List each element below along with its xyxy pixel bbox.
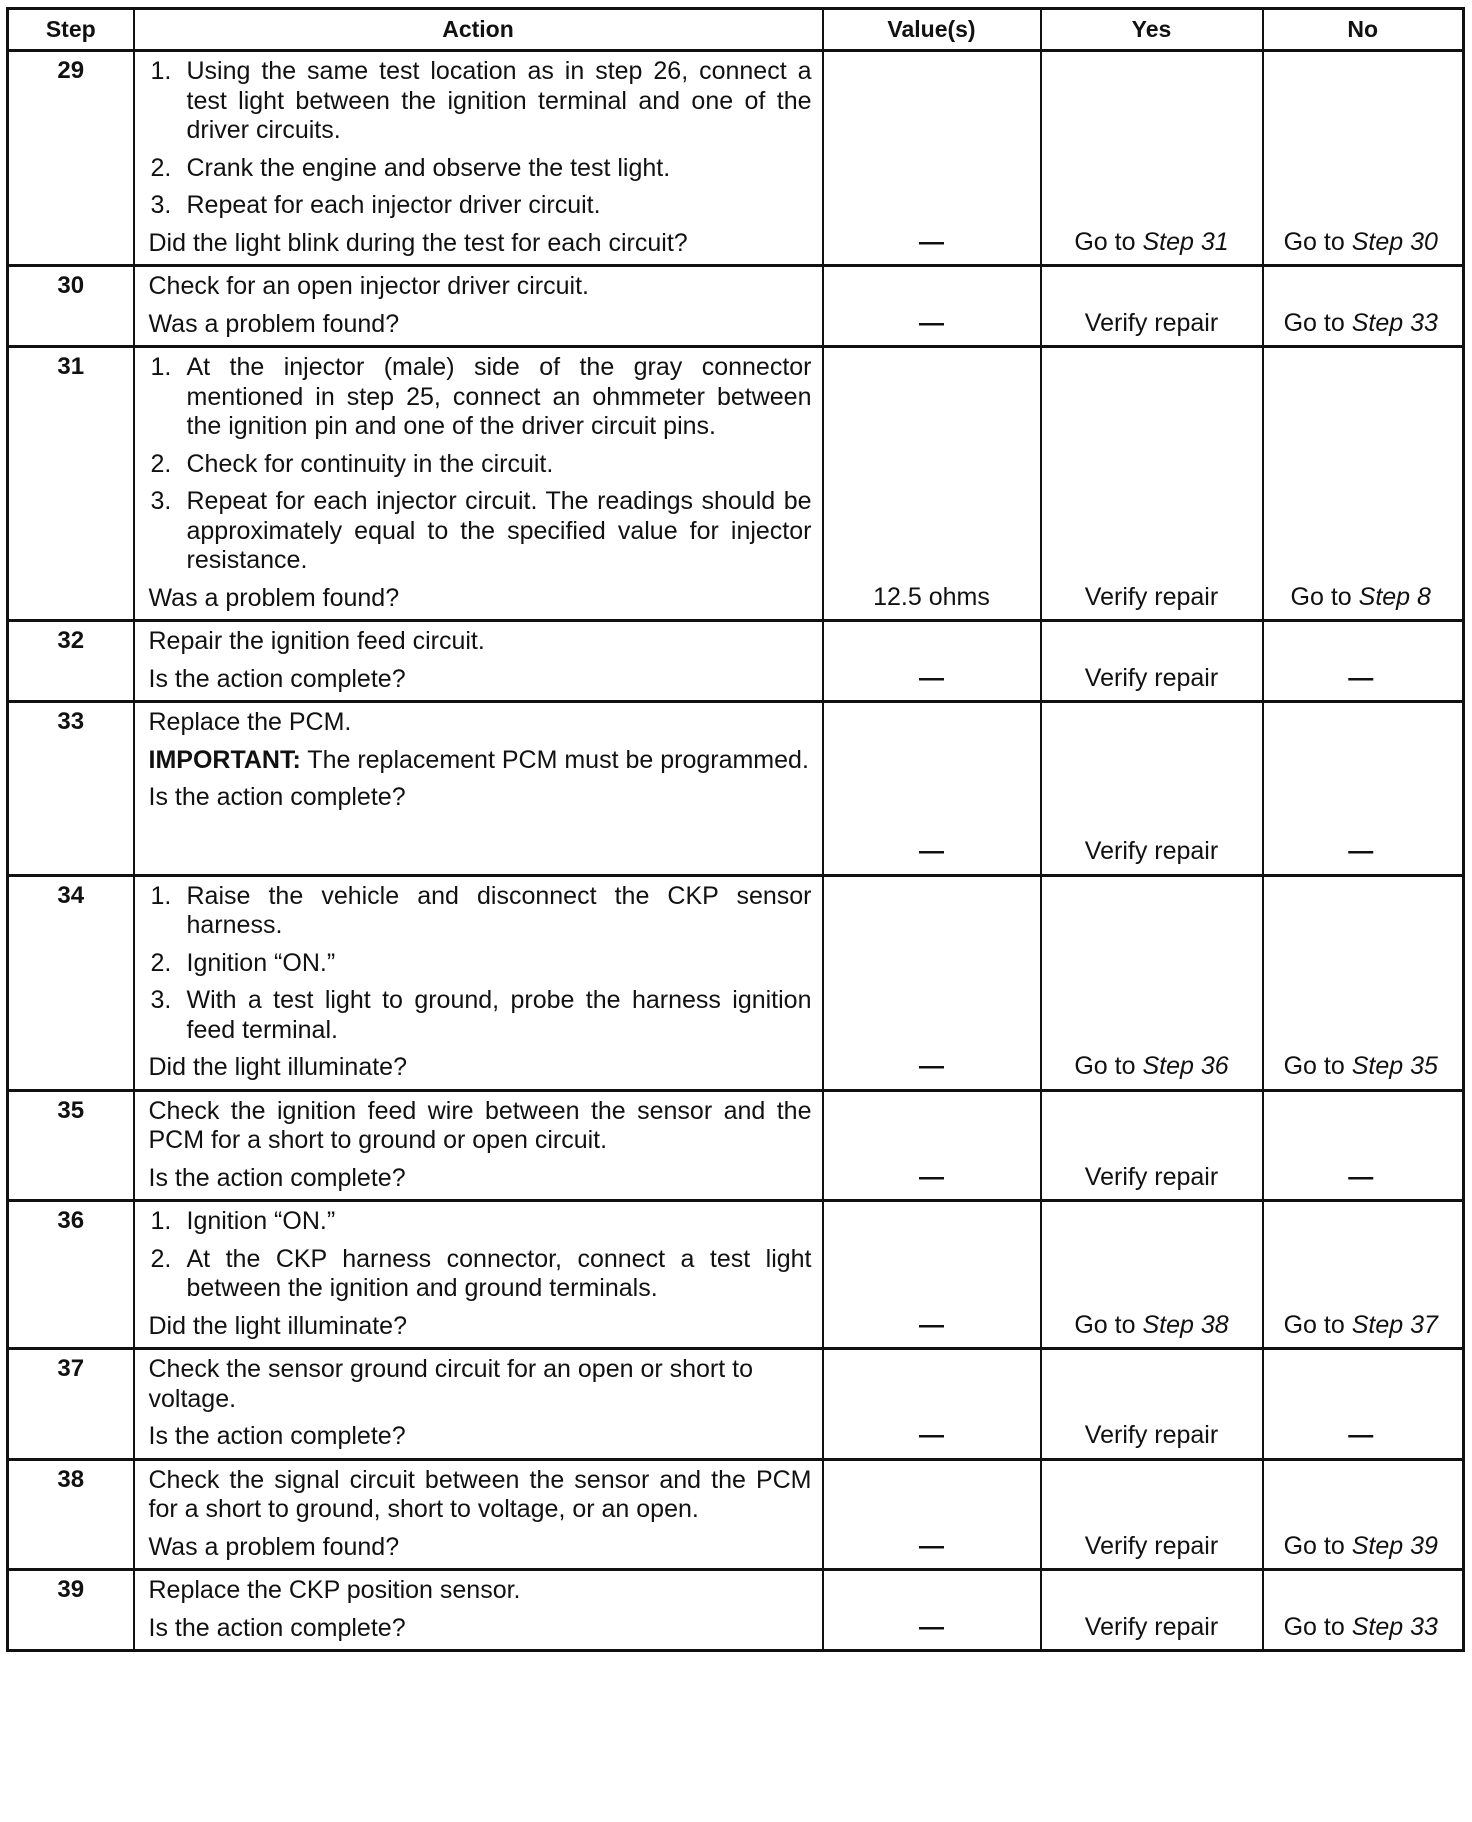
no-cell — [1263, 1201, 1464, 1349]
action-cell — [134, 1090, 823, 1201]
yes-cell: Verify repair — [1041, 266, 1263, 347]
value-cell: — — [823, 702, 1041, 876]
question-text: Did the light illuminate? — [148, 1311, 407, 1340]
action-text: Check the signal circuit between the sensor and the PCM for a short to ground, short to voltage, or an open. — [148, 1465, 812, 1523]
important-label: IMPORTANT: — [148, 745, 301, 774]
yes-cell: Verify repair — [1041, 702, 1263, 876]
action-cell — [134, 875, 823, 1090]
value-cell: — — [823, 1459, 1041, 1570]
goto-link[interactable]: Go to Step 38 — [1074, 1310, 1229, 1339]
action-cell — [134, 1570, 823, 1651]
header-no: No — [1263, 9, 1464, 51]
no-cell: — — [1263, 702, 1464, 876]
step-number: 38 — [8, 1459, 134, 1570]
list-item: 2. At the CKP harness connector, connect a test light between the ignition and ground terminals. — [150, 1244, 812, 1302]
important-note: IMPORTANT: The replacement PCM must be programmed. — [148, 745, 809, 774]
value-cell: — — [823, 1570, 1041, 1651]
action-cell — [134, 1201, 823, 1349]
list-item: 1. Ignition “ON.” — [150, 1207, 336, 1235]
question-text: Is the action complete? — [148, 783, 406, 811]
step-number: 29 — [8, 51, 134, 266]
yes-cell: Verify repair — [1041, 1570, 1263, 1651]
step-row-37 — [8, 1349, 1464, 1460]
action-text: Repair the ignition feed circuit. — [148, 627, 485, 655]
header-row — [8, 9, 1464, 51]
question-text: Is the action complete? — [148, 1613, 406, 1642]
goto-link[interactable]: Go to Step 30 — [1283, 227, 1438, 256]
action-text: Replace the CKP position sensor. — [148, 1576, 521, 1604]
step-number: 37 — [8, 1349, 134, 1460]
action-cell — [134, 1459, 823, 1570]
list-item: 3. With a test light to ground, probe the harness ignition feed terminal. — [150, 986, 812, 1044]
question-text: Was a problem found? — [148, 1532, 400, 1561]
step-row-38 — [8, 1459, 1464, 1570]
yes-cell — [1041, 1201, 1263, 1349]
action-cell — [134, 347, 823, 621]
step-row-31 — [8, 347, 1464, 621]
yes-cell: Verify repair — [1041, 1459, 1263, 1570]
no-cell: — — [1263, 1349, 1464, 1460]
header-step: Step — [8, 9, 134, 51]
step-row-34 — [8, 875, 1464, 1090]
step-number: 39 — [8, 1570, 134, 1651]
goto-link[interactable]: Go to Step 33 — [1283, 308, 1438, 337]
diagnostic-table — [6, 7, 1465, 1652]
action-text: Replace the PCM. — [148, 708, 352, 736]
no-cell — [1263, 1459, 1464, 1570]
no-cell: — — [1263, 621, 1464, 702]
list-item: 3. Repeat for each injector driver circuit. — [150, 191, 601, 219]
value-cell: — — [823, 1090, 1041, 1201]
no-cell — [1263, 266, 1464, 347]
header-action: Action — [134, 9, 823, 51]
no-cell: — — [1263, 1090, 1464, 1201]
step-number: 36 — [8, 1201, 134, 1349]
list-item: 1. Using the same test location as in step 26, connect a test light between the ignition terminal and one of the driver circuits. — [150, 57, 812, 144]
step-number: 34 — [8, 875, 134, 1090]
value-cell: — — [823, 266, 1041, 347]
step-number: 32 — [8, 621, 134, 702]
question-text: Is the action complete? — [148, 1422, 406, 1450]
step-row-32 — [8, 621, 1464, 702]
list-item: 2. Crank the engine and observe the test light. — [150, 153, 671, 182]
step-row-33 — [8, 702, 1464, 876]
list-item: 2. Ignition “ON.” — [150, 948, 336, 977]
value-cell: — — [823, 1349, 1041, 1460]
header-yes: Yes — [1041, 9, 1263, 51]
question-text: Was a problem found? — [148, 309, 400, 338]
action-text: Check the ignition feed wire between the sensor and the PCM for a short to ground or open circuit. — [148, 1096, 812, 1154]
step-row-36 — [8, 1201, 1464, 1349]
value-cell: — — [823, 621, 1041, 702]
action-cell — [134, 702, 823, 876]
list-item: 3. Repeat for each injector circuit. The readings should be approximately equal to the specified value for injector resistance. — [150, 487, 812, 574]
action-cell — [134, 1349, 823, 1460]
value-cell: — — [823, 51, 1041, 266]
question-text: Did the light blink during the test for each circuit? — [148, 228, 688, 257]
action-text: Check for an open injector driver circuit. — [148, 272, 589, 300]
step-number: 30 — [8, 266, 134, 347]
step-row-29 — [8, 51, 1464, 266]
goto-link[interactable]: Go to Step 8 — [1290, 582, 1431, 611]
no-cell — [1263, 51, 1464, 266]
action-cell — [134, 621, 823, 702]
goto-link[interactable]: Go to Step 39 — [1283, 1531, 1438, 1560]
yes-cell: Verify repair — [1041, 1349, 1263, 1460]
diagnostic-table-page — [6, 7, 1462, 1652]
question-text: Was a problem found? — [148, 583, 400, 612]
goto-link[interactable]: Go to Step 33 — [1283, 1612, 1438, 1641]
header-values: Value(s) — [823, 9, 1041, 51]
question-text: Is the action complete? — [148, 1163, 406, 1192]
value-cell: 12.5 ohms — [823, 347, 1041, 621]
question-text: Is the action complete? — [148, 664, 406, 693]
goto-link[interactable]: Go to Step 37 — [1283, 1310, 1438, 1339]
no-cell — [1263, 1570, 1464, 1651]
action-cell — [134, 266, 823, 347]
no-cell — [1263, 875, 1464, 1090]
action-cell — [134, 51, 823, 266]
yes-cell: Verify repair — [1041, 1090, 1263, 1201]
step-row-35 — [8, 1090, 1464, 1201]
question-text: Did the light illuminate? — [148, 1053, 407, 1081]
value-cell: — — [823, 1201, 1041, 1349]
step-number: 31 — [8, 347, 134, 621]
action-text: Check the sensor ground circuit for an open or short to voltage. — [148, 1355, 753, 1413]
step-number: 35 — [8, 1090, 134, 1201]
goto-link[interactable]: Go to Step 31 — [1074, 227, 1229, 256]
yes-cell — [1041, 51, 1263, 266]
list-item: 1. At the injector (male) side of the gray connector mentioned in step 25, connect an ohmmeter between the ignition pin and one of the driver circuit pins. — [150, 353, 812, 440]
goto-link[interactable]: Go to Step 35 — [1283, 1052, 1438, 1080]
value-cell: — — [823, 875, 1041, 1090]
yes-cell — [1041, 875, 1263, 1090]
list-item: 2. Check for continuity in the circuit. — [150, 449, 554, 478]
yes-cell: Verify repair — [1041, 347, 1263, 621]
step-row-39 — [8, 1570, 1464, 1651]
yes-cell: Verify repair — [1041, 621, 1263, 702]
no-cell — [1263, 347, 1464, 621]
goto-link[interactable]: Go to Step 36 — [1074, 1052, 1229, 1080]
step-row-30 — [8, 266, 1464, 347]
list-item: 1. Raise the vehicle and disconnect the CKP sensor harness. — [150, 881, 812, 939]
step-number: 33 — [8, 702, 134, 876]
